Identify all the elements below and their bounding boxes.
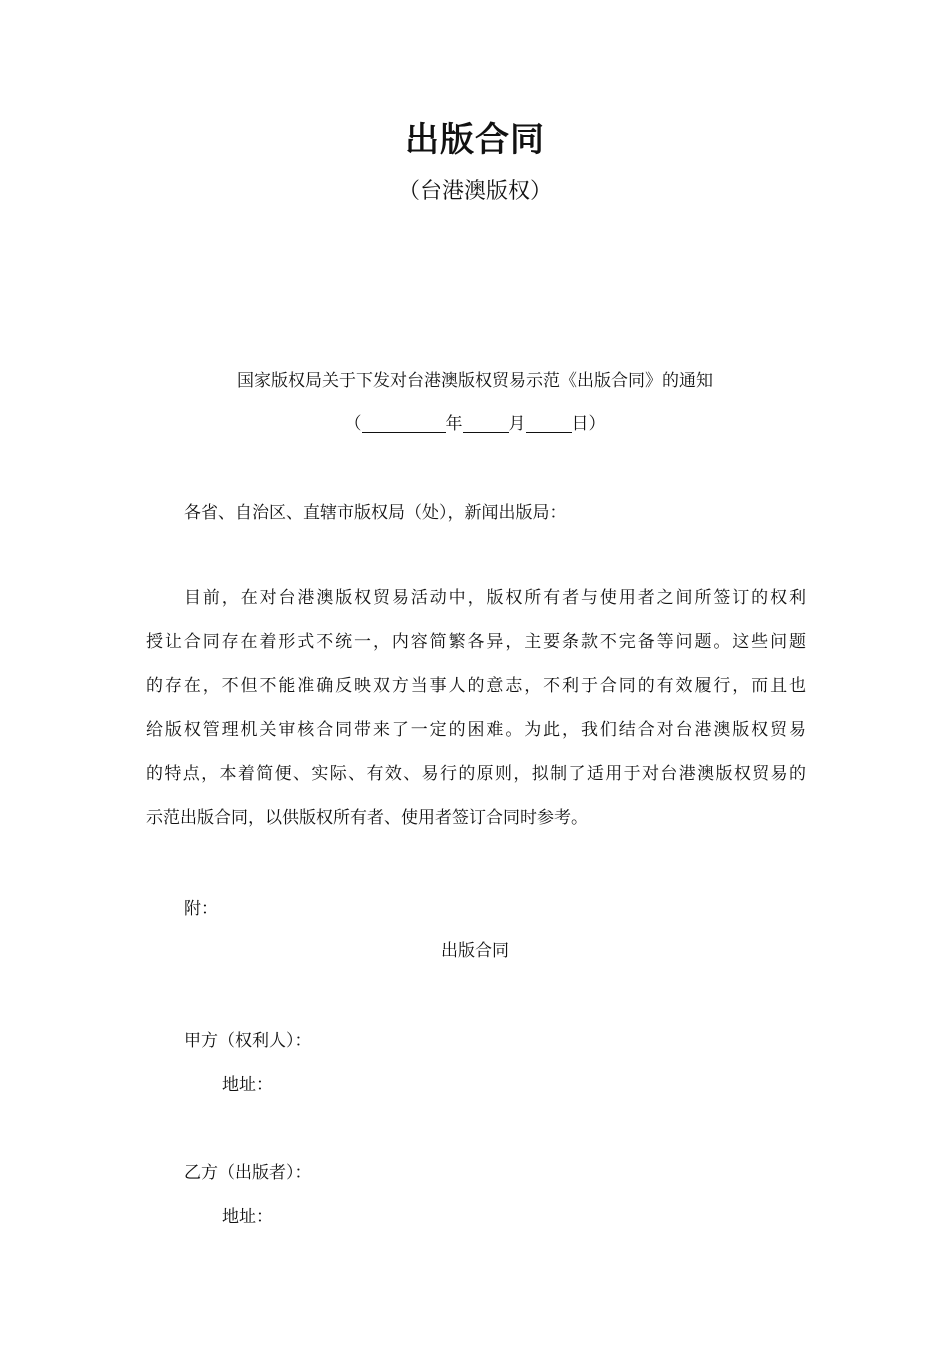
day-blank: [526, 414, 572, 433]
body-line: 示范出版合同，以供版权所有者、使用者签订合同时参考。: [146, 808, 588, 828]
body-paragraph: [146, 582, 806, 846]
party-a-label: 甲方（权利人）：: [184, 1031, 312, 1051]
year-blank: [362, 414, 446, 433]
month-blank: [463, 414, 509, 433]
day-label: 日）: [571, 414, 606, 434]
attachment-label: 附：: [184, 899, 218, 919]
body-line: 授让合同存在着形式不统一，内容简繁各异，主要条款不完备等问题。这些问题: [146, 632, 806, 652]
document-subtitle: （台港澳版权）: [397, 179, 552, 204]
body-line: 的存在，不但不能准确反映双方当事人的意志，不利于合同的有效履行，而且也: [146, 676, 806, 696]
body-line: 给版权管理机关审核合同带来了一定的困难。为此，我们结合对台港澳版权贸易: [146, 720, 806, 740]
date-line: [0, 409, 950, 434]
month-label: 月: [508, 414, 526, 434]
party-a-address-label: 地址：: [222, 1075, 273, 1095]
date-open-paren: （: [344, 414, 362, 434]
body-line: 的特点，本着简便、实际、有效、易行的原则，拟制了适用于对台港澳版权贸易的: [146, 764, 806, 784]
party-b-label: 乙方（出版者）：: [184, 1163, 312, 1183]
body-line: 目前，在对台港澳版权贸易活动中，版权所有者与使用者之间所签订的权利: [184, 588, 806, 608]
contract-name: 出版合同: [441, 941, 509, 961]
party-b-address-label: 地址：: [222, 1207, 273, 1227]
year-label: 年: [445, 414, 463, 434]
salutation: 各省、自治区、直辖市版权局（处），新闻出版局：: [184, 503, 567, 523]
document-title: 出版合同: [405, 120, 545, 160]
notice-title: 国家版权局关于下发对台港澳版权贸易示范《出版合同》的通知: [237, 371, 713, 391]
